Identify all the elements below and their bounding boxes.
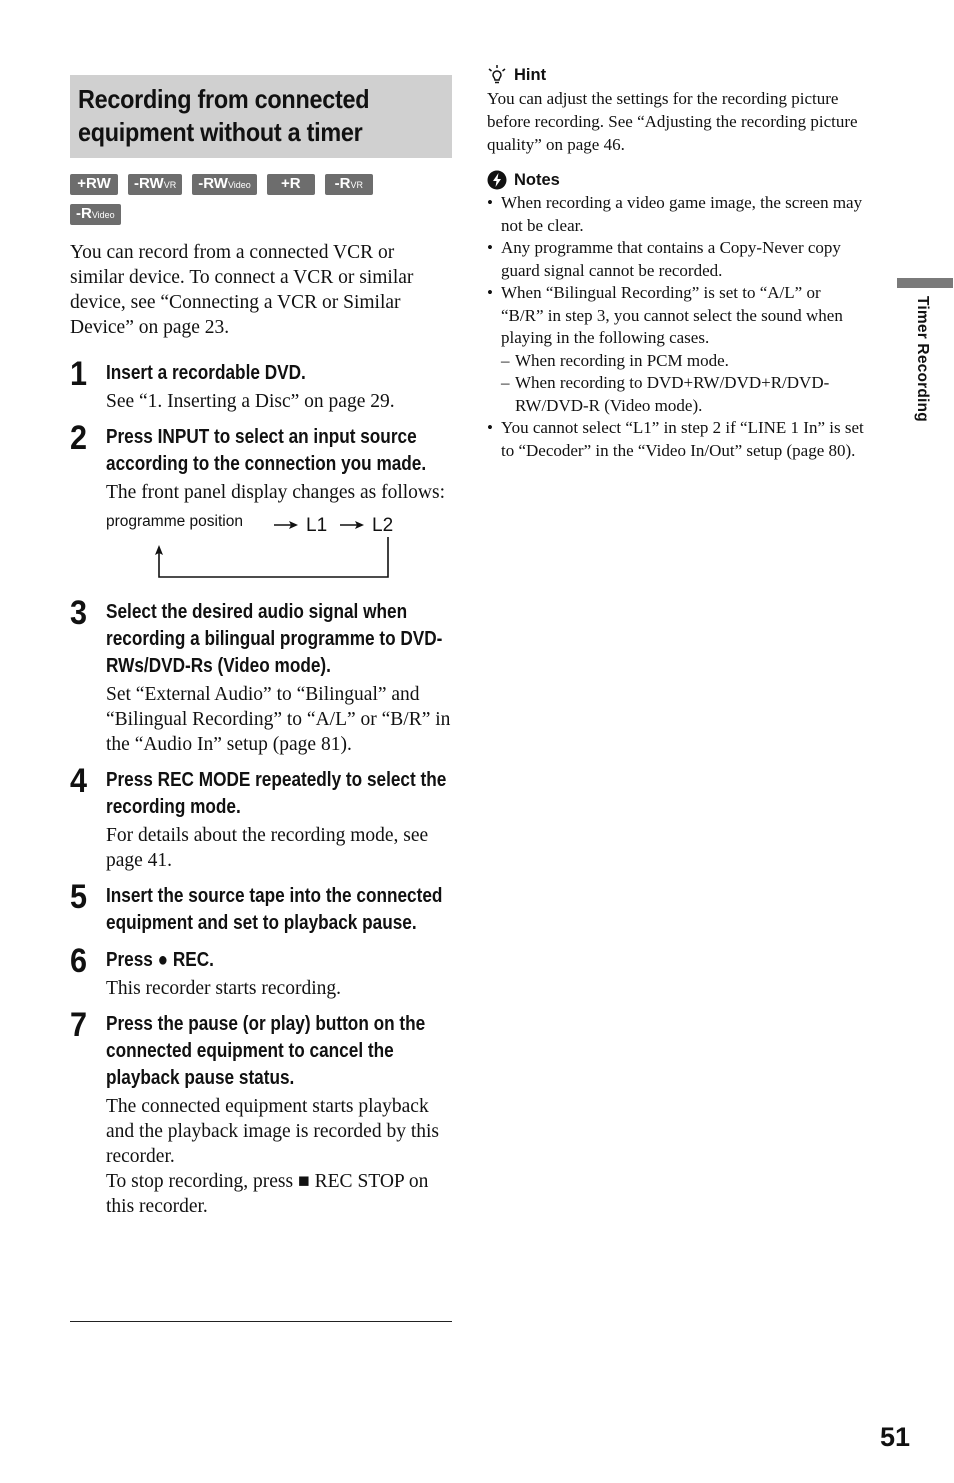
section-title bbox=[78, 83, 456, 149]
right-column bbox=[487, 65, 867, 462]
step-heading: Select the desired audio signal when recording a bilingual programme to DVD-RWs/DVD-Rs (Video mode). bbox=[106, 601, 443, 677]
step-number: 3 bbox=[70, 594, 88, 632]
badge-minus-rw-video: -RWVideo bbox=[192, 174, 257, 195]
step-number: 1 bbox=[70, 355, 88, 393]
step-body: The front panel display changes as follows: bbox=[106, 482, 445, 503]
section-title-box bbox=[70, 75, 452, 158]
notes-warning-icon bbox=[487, 170, 507, 190]
page-number: 51 bbox=[880, 1422, 911, 1452]
stop-square-icon: ■ bbox=[297, 1171, 310, 1192]
step-heading: Insert the source tape into the connected equipment and set to playback pause. bbox=[106, 885, 443, 934]
step-4 bbox=[70, 762, 452, 873]
side-chapter-label: Timer Recording bbox=[914, 296, 931, 422]
hint-label: Hint bbox=[514, 65, 547, 84]
note-item: • You cannot select “L1” in step 2 if “LINE 1 In” is set to “Decoder” in the “Video In/Out” setup (page 80). bbox=[487, 418, 864, 460]
note-subitem: – When recording to DVD+RW/DVD+R/DVD-RW/DVD-R (Video mode). bbox=[501, 373, 830, 415]
note-subitem: – When recording in PCM mode. bbox=[501, 350, 729, 370]
badge-minus-r-vr: -RVR bbox=[325, 174, 373, 195]
notes-heading bbox=[487, 170, 867, 190]
side-tab-marker bbox=[897, 278, 953, 288]
step-6 bbox=[70, 942, 452, 1001]
badge-minus-rw-vr: -RWVR bbox=[128, 174, 182, 195]
notes-section bbox=[487, 170, 867, 462]
step-heading: Insert a recordable DVD. bbox=[106, 362, 306, 384]
bottom-rule bbox=[70, 1321, 452, 1322]
step-number: 2 bbox=[70, 419, 88, 457]
flow-l2-label: L2 bbox=[372, 515, 394, 536]
lightbulb-icon bbox=[487, 65, 507, 85]
step-3 bbox=[70, 594, 452, 757]
step-body: For details about the recording mode, see page 41. bbox=[106, 825, 429, 871]
section-title-line2: equipment without a timer bbox=[78, 117, 363, 147]
step-number: 5 bbox=[70, 878, 88, 916]
step-body: This recorder starts recording. bbox=[106, 978, 341, 999]
step-body-stop: To stop recording, press ■ REC STOP on this recorder. bbox=[106, 1171, 429, 1217]
step-heading: Press REC MODE repeatedly to select the recording mode. bbox=[106, 769, 447, 818]
notes-label: Notes bbox=[514, 170, 560, 189]
step-body: Set “External Audio” to “Bilingual” and “Bilingual Recording” to “A/L” or “B/R” in the “Audio In” setup (page 81). bbox=[106, 684, 451, 755]
hint-text: You can adjust the settings for the recording picture before recording. See “Adjusting the recording picture quality” on page 46. bbox=[487, 89, 858, 154]
step-heading: Press ● REC. bbox=[106, 949, 214, 971]
badge-plus-rw: +RW bbox=[70, 174, 118, 195]
note-item: • Any programme that contains a Copy-Never copy guard signal cannot be recorded. bbox=[487, 238, 841, 280]
record-dot-icon: ● bbox=[157, 949, 169, 971]
hint-heading bbox=[487, 65, 867, 85]
left-column bbox=[70, 75, 452, 1219]
note-item: • When recording a video game image, the screen may not be clear. bbox=[487, 193, 863, 235]
input-cycle-diagram bbox=[106, 511, 452, 589]
notes-list bbox=[487, 192, 867, 462]
flow-l1-label: L1 bbox=[306, 515, 328, 536]
step-heading: Press INPUT to select an input source according to the connection you made. bbox=[106, 426, 427, 475]
step-heading: Press the pause (or play) button on the connected equipment to cancel the playback pause status. bbox=[106, 1013, 426, 1089]
step-5 bbox=[70, 878, 452, 937]
step-7 bbox=[70, 1006, 452, 1219]
step-number: 6 bbox=[70, 942, 88, 980]
step-1 bbox=[70, 355, 452, 414]
badge-plus-r: +R bbox=[267, 174, 315, 195]
step-number: 7 bbox=[70, 1006, 88, 1044]
disc-type-badges bbox=[70, 174, 430, 225]
step-number: 4 bbox=[70, 762, 88, 800]
intro-paragraph: You can record from a connected VCR or similar device. To connect a VCR or similar device, see “Connecting a VCR or Similar Device” on page 23. bbox=[70, 242, 414, 338]
step-body: See “1. Inserting a Disc” on page 29. bbox=[106, 391, 395, 412]
step-2 bbox=[70, 419, 452, 589]
badge-minus-r-video: -RVideo bbox=[70, 204, 121, 225]
flow-start-label: programme position bbox=[106, 513, 243, 530]
note-item: • When “Bilingual Recording” is set to “A/L” or “B/R” in step 3, you cannot select the sound when playing in the following cases. – When recording in PCM mode. – When recording to DVD+RW/DVD+R/DVD-RW/DVD-R (Video mode). bbox=[487, 282, 867, 417]
section-title-line1: Recording from connected bbox=[78, 84, 370, 114]
step-body: The connected equipment starts playback and the playback image is recorded by this recorder. bbox=[106, 1096, 440, 1167]
